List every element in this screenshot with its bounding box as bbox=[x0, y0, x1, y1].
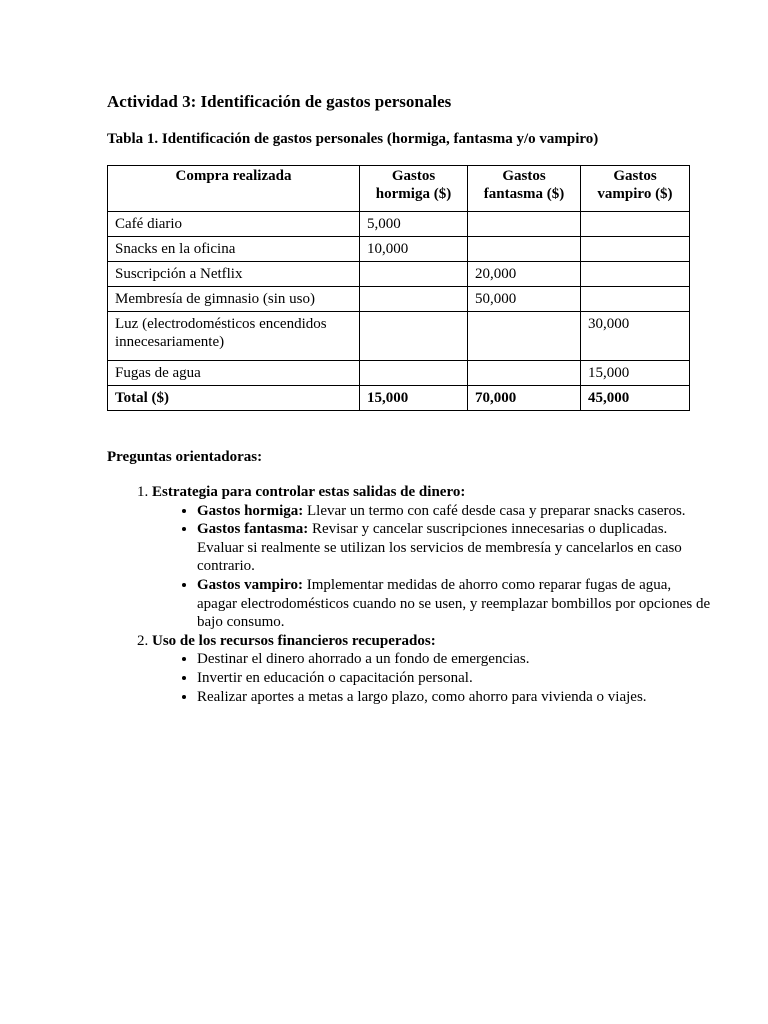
header-fantasma: Gastos fantasma ($) bbox=[468, 166, 581, 212]
cell-vampiro bbox=[581, 262, 690, 287]
item-text: Llevar un termo con café desde casa y preparar snacks caseros. bbox=[303, 502, 686, 519]
total-label: Total ($) bbox=[108, 386, 360, 411]
list-item bbox=[197, 688, 712, 707]
cell-fantasma: 20,000 bbox=[468, 262, 581, 287]
cell-fantasma: 50,000 bbox=[468, 287, 581, 312]
item-label: Gastos fantasma: bbox=[197, 521, 309, 538]
strategy-list bbox=[152, 502, 712, 632]
cell-compra: Snacks en la oficina bbox=[108, 237, 360, 262]
table-header-row bbox=[108, 166, 690, 212]
cell-hormiga: 10,000 bbox=[360, 237, 468, 262]
uses-list bbox=[152, 650, 712, 706]
question-title: Uso de los recursos financieros recuperados: bbox=[152, 632, 436, 649]
cell-hormiga bbox=[360, 312, 468, 361]
item-label: Gastos vampiro: bbox=[197, 576, 303, 593]
header-vampiro: Gastos vampiro ($) bbox=[581, 166, 690, 212]
list-item bbox=[197, 520, 712, 576]
question-item bbox=[152, 483, 712, 632]
table-total-row bbox=[108, 386, 690, 411]
cell-fantasma bbox=[468, 361, 581, 386]
item-text: Implementar medidas de ahorro como reparar fugas de agua, apagar electrodomésticos cuando no se usen, y reemplazar bombillos por opciones de bajo consumo. bbox=[197, 576, 711, 631]
item-text: Revisar y cancelar suscripciones innecesarias o duplicadas. Evaluar si realmente se utilizan los servicios de membresía y cancelarlos en caso contrario. bbox=[197, 521, 682, 575]
item-text: Destinar el dinero ahorrado a un fondo de emergencias. bbox=[197, 651, 530, 668]
header-compra: Compra realizada bbox=[108, 166, 360, 212]
question-item bbox=[152, 632, 712, 706]
table-row bbox=[108, 287, 690, 312]
questions-title: Preguntas orientadoras: bbox=[107, 449, 263, 465]
cell-hormiga bbox=[360, 262, 468, 287]
question-title: Estrategia para controlar estas salidas de dinero: bbox=[152, 484, 466, 500]
header-hormiga: Gastos hormiga ($) bbox=[360, 166, 468, 212]
cell-vampiro bbox=[581, 287, 690, 312]
cell-compra: Membresía de gimnasio (sin uso) bbox=[108, 287, 360, 312]
cell-hormiga: 5,000 bbox=[360, 212, 468, 237]
cell-compra: Luz (electrodomésticos encendidos innecesariamente) bbox=[108, 312, 360, 361]
cell-vampiro: 30,000 bbox=[581, 312, 690, 361]
cell-hormiga bbox=[360, 361, 468, 386]
cell-vampiro bbox=[581, 237, 690, 262]
item-text: Realizar aportes a metas a largo plazo, como ahorro para vivienda o viajes. bbox=[197, 688, 647, 705]
total-hormiga: 15,000 bbox=[360, 386, 468, 411]
item-label: Gastos hormiga: bbox=[197, 502, 304, 519]
cell-fantasma bbox=[468, 212, 581, 237]
cell-hormiga bbox=[360, 287, 468, 312]
list-item bbox=[197, 502, 712, 521]
item-text: Invertir en educación o capacitación personal. bbox=[197, 669, 473, 686]
total-vampiro: 45,000 bbox=[581, 386, 690, 411]
list-item bbox=[197, 669, 712, 688]
total-fantasma: 70,000 bbox=[468, 386, 581, 411]
questions-list bbox=[107, 483, 712, 706]
cell-fantasma bbox=[468, 237, 581, 262]
list-item bbox=[197, 650, 712, 669]
table-row bbox=[108, 237, 690, 262]
table-row bbox=[108, 262, 690, 287]
table-row bbox=[108, 361, 690, 386]
cell-compra: Suscripción a Netflix bbox=[108, 262, 360, 287]
list-item bbox=[197, 576, 712, 632]
page-title: Actividad 3: Identificación de gastos personales bbox=[107, 92, 452, 111]
cell-vampiro bbox=[581, 212, 690, 237]
cell-compra: Café diario bbox=[108, 212, 360, 237]
cell-fantasma bbox=[468, 312, 581, 361]
table-row bbox=[108, 312, 690, 361]
expenses-table bbox=[107, 165, 690, 411]
cell-compra: Fugas de agua bbox=[108, 361, 360, 386]
table-caption: Tabla 1. Identificación de gastos personales (hormiga, fantasma y/o vampiro) bbox=[107, 131, 599, 147]
cell-vampiro: 15,000 bbox=[581, 361, 690, 386]
table-row bbox=[108, 212, 690, 237]
